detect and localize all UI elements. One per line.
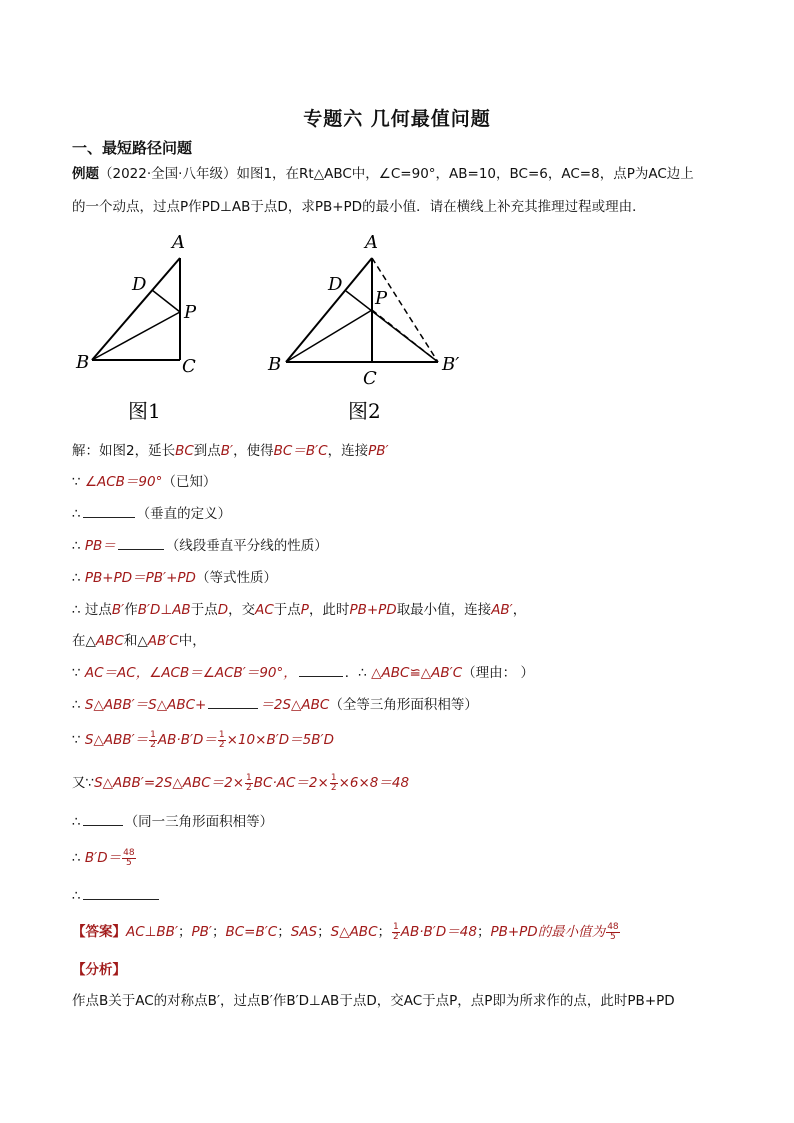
solution-line-6 (72, 600, 526, 620)
sol-red: PB+PD＝PB′+PD (84, 570, 196, 586)
fraction-den: 2 (218, 739, 225, 750)
solution-line-14 (72, 886, 161, 906)
sol-red: BC (175, 443, 194, 459)
fraction-num: 1 (218, 729, 225, 740)
sol-text: 取最小值，连接 (396, 602, 492, 618)
fraction-den: 5 (610, 931, 616, 942)
answer-item: BC=B′C (225, 924, 278, 940)
fraction-num: 1 (246, 772, 252, 783)
sol-text: （等式性质） (195, 570, 277, 586)
sol-text: （线段垂直平分线的性质） (165, 538, 328, 554)
sol-text: （同一三角形面积相等） (124, 814, 274, 830)
answer-sep: ； (178, 924, 192, 940)
sol-text: ．∴ (344, 665, 367, 681)
fraction-num: 1 (330, 772, 337, 783)
answer-blank[interactable] (83, 886, 159, 900)
sol-symbol: ∴ (72, 850, 81, 866)
fig1-caption: 图1 (128, 399, 161, 423)
fig2-label-p: P (375, 288, 388, 309)
sol-text: 作 (124, 602, 138, 618)
solution-line-13 (72, 848, 137, 868)
answer-item: PB+PD的最小值为 (490, 924, 606, 940)
sol-symbol: ∴ (72, 570, 81, 586)
sol-symbol: ∴ (72, 697, 81, 713)
figure-2 (262, 228, 472, 428)
fig1-label-a: A (172, 232, 185, 253)
analysis-heading (72, 960, 126, 980)
answer-blank[interactable] (83, 504, 135, 518)
sol-red: △ABC≌△AB′C (371, 665, 463, 681)
fraction-num: 48 (123, 847, 135, 858)
fraction-answer (606, 923, 619, 942)
sol-text: ， (512, 602, 527, 618)
fig2-label-b: B (268, 354, 282, 375)
answer-sep: ； (317, 924, 331, 940)
answer-item: S△ABC (330, 924, 378, 940)
answer-item: SAS (290, 924, 318, 940)
example-line-2 (72, 197, 646, 217)
fig1-label-d: D (132, 274, 147, 295)
sol-text: ，连接 (327, 443, 369, 459)
answer-sep: ； (476, 924, 491, 940)
sol-text: 到点 (193, 443, 221, 459)
fraction-den: 2 (150, 739, 156, 750)
sol-text: 于点 (273, 602, 301, 618)
analysis-line (72, 991, 675, 1011)
solution-line-12 (72, 812, 273, 832)
sol-text: 解：如图2，延长 (72, 443, 176, 459)
example-text-2: 的一个动点，过点P作PD⊥AB于点D，求PB+PD的最小值．请在横线上补充其推理过程或理由． (72, 199, 646, 215)
sol-red: S△ABB′＝ (84, 732, 149, 748)
sol-red: S△ABB′=2S△ABC＝2× (94, 775, 245, 791)
answer-item: PB′ (191, 924, 212, 940)
sol-red: B′D＝ (84, 850, 122, 866)
solution-line-8 (72, 663, 534, 683)
sol-symbol: ∵ (72, 474, 81, 490)
fraction-den: 5 (125, 857, 132, 868)
fraction-half (330, 774, 338, 793)
sol-text: （已知） (162, 474, 217, 490)
sol-symbol: ∴ (72, 506, 81, 522)
fraction-half (218, 731, 226, 750)
sol-red: S△ABB′＝S△ABC+ (84, 697, 207, 713)
fraction-answer (122, 849, 135, 868)
answer-item: AB·B′D＝48 (400, 924, 477, 940)
section-heading: 一、最短路径问题 (72, 139, 193, 157)
sol-text: ，此时 (308, 602, 350, 618)
solution-line-5 (72, 568, 277, 588)
sol-red: B′ (111, 602, 125, 618)
fig2-label-c: C (363, 368, 377, 389)
solution-line-7 (72, 631, 206, 651)
fraction-half (392, 923, 400, 942)
sol-red: AC＝AC，∠ACB＝∠ACB′＝90°， (84, 665, 297, 681)
sol-red: PB+PD (349, 602, 397, 618)
fraction-num: 1 (150, 729, 156, 740)
sol-red: B′D⊥AB (137, 602, 191, 618)
example-text-1: （2022·全国·八年级）如图1，在Rt△ABC中，∠C=90°，AB=10，BC=6，AC=8，点P为AC边上 (99, 166, 694, 182)
figure-1 (72, 228, 212, 428)
sol-red: AB′ (491, 602, 513, 618)
sol-red: AC (255, 602, 274, 618)
answer-blank[interactable] (83, 812, 123, 826)
sol-red: B′ (220, 443, 234, 459)
sol-symbol: ∵ (72, 732, 81, 748)
sol-text: 于点 (190, 602, 218, 618)
sol-symbol: ∵ (72, 665, 81, 681)
sol-text: （垂直的定义） (136, 506, 232, 522)
fig1-label-b: B (76, 352, 90, 373)
fraction-den: 2 (393, 931, 399, 942)
sol-symbol: ∴ (72, 814, 81, 830)
sol-red: BC·AC＝2× (253, 775, 329, 791)
sol-symbol: ∴ (72, 888, 81, 904)
page-title: 专题六 几何最值问题 (303, 108, 491, 130)
sol-symbol: ∴ (72, 538, 81, 554)
sol-red: P (300, 602, 309, 618)
fraction-num: 1 (393, 921, 399, 932)
fig1-label-c: C (182, 356, 196, 377)
solution-line-10 (72, 730, 334, 750)
sol-text: （理由： ） (462, 665, 534, 681)
sol-text: 和△ (123, 633, 148, 649)
fraction-den: 2 (246, 782, 252, 793)
sol-red: ABC (95, 633, 124, 649)
answer-line (72, 922, 621, 942)
sol-red: ＝2S△ABC (260, 697, 330, 713)
fig2-label-d: D (328, 274, 343, 295)
example-label: 例题 (72, 166, 99, 182)
answer-sep: ； (211, 924, 226, 940)
example-line-1 (72, 164, 694, 184)
fig1-label-p: P (184, 302, 197, 323)
solution-line-4 (72, 536, 328, 556)
answer-item: AC⊥BB′ (126, 924, 179, 940)
sol-red: ∠ACB＝90° (84, 474, 163, 490)
sol-text: ，使得 (233, 443, 274, 459)
fraction-half (149, 731, 157, 750)
sol-red: PB′ (368, 443, 389, 459)
sol-red: AB·B′D＝ (157, 732, 217, 748)
sol-text: 过点 (84, 602, 112, 618)
answer-blank[interactable] (299, 663, 343, 677)
sol-text: （全等三角形面积相等） (329, 697, 478, 713)
fraction-den: 2 (330, 782, 337, 793)
answer-tag: 【答案】 (72, 924, 126, 940)
sol-text: ，交 (228, 602, 256, 618)
fraction-num: 48 (607, 921, 619, 932)
answer-sep: ； (377, 924, 391, 940)
answer-sep: ； (277, 924, 291, 940)
solution-line-9 (72, 695, 478, 715)
sol-red: BC＝B′C (273, 443, 328, 459)
analysis-text: 作点B关于AC的对称点B′，过点B′作B′D⊥AB于点D，交AC于点P，点P即为所求作的点，此时PB+PD (72, 993, 675, 1009)
answer-blank[interactable] (208, 695, 258, 709)
fig2-label-a: A (365, 232, 378, 253)
solution-line-1 (72, 441, 389, 461)
solution-line-3 (72, 504, 231, 524)
sol-red: ×6×8＝48 (338, 775, 410, 791)
sol-red: D (217, 602, 229, 618)
solution-line-11 (72, 773, 409, 793)
sol-red: AB′C (147, 633, 179, 649)
analysis-tag: 【分析】 (72, 962, 126, 978)
fig2-label-bprime: B′ (442, 354, 460, 375)
sol-red: PB＝ (84, 538, 116, 554)
answer-blank[interactable] (118, 536, 164, 550)
solution-line-2 (72, 472, 216, 492)
sol-red: ×10×B′D＝5B′D (226, 732, 334, 748)
sol-symbol: 又∵ (72, 775, 95, 791)
fraction-half (245, 774, 253, 793)
sol-text: 在△ (72, 633, 96, 649)
sol-symbol: ∴ (72, 602, 81, 618)
fig2-caption: 图2 (348, 399, 381, 423)
sol-text: 中， (178, 633, 206, 649)
